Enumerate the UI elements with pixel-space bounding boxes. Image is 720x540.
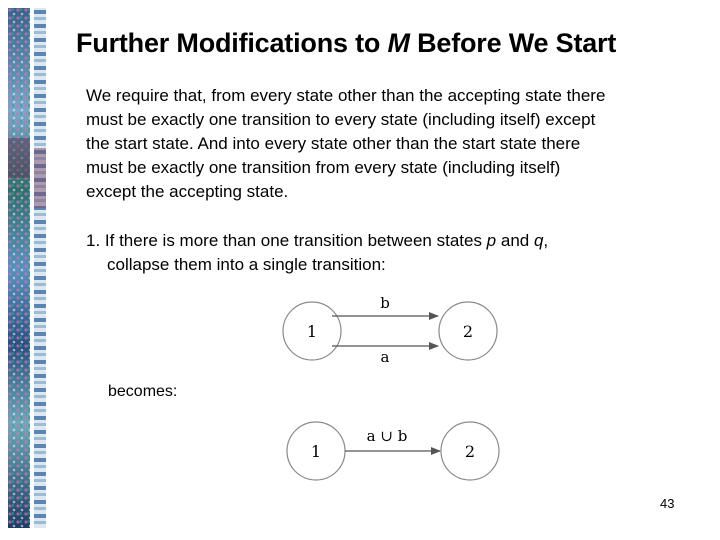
transition-label-union: a ∪ b — [366, 427, 408, 445]
state-label-2: 2 — [464, 442, 476, 461]
list-item-1 — [86, 229, 706, 277]
state-p: p — [486, 231, 497, 250]
sidebar-decoration — [8, 8, 46, 528]
diagram-collapsed-transition — [270, 418, 510, 488]
item-text: 1. If there is more than one transition between states — [86, 231, 487, 250]
paragraph-line: the start state. And into every state other than the start state there — [86, 134, 581, 153]
title-text-part2: Before We Start — [409, 28, 617, 58]
paragraph-line: must be exactly one transition to every state (including itself) except — [86, 110, 596, 129]
decorative-mosaic-image — [8, 8, 46, 528]
paragraph-line: We require that, from every state other than the accepting state there — [86, 86, 606, 105]
transition-label-a: a — [380, 348, 390, 366]
transition-label-b: b — [380, 294, 390, 312]
diagram-multiple-transitions — [270, 288, 510, 368]
title-variable-m: M — [387, 28, 410, 58]
slide-title — [76, 28, 616, 59]
state-q: q — [533, 231, 544, 250]
state-label-1: 1 — [306, 322, 318, 341]
state-label-2: 2 — [462, 322, 474, 341]
list-item-line-1 — [86, 229, 706, 253]
paragraph-line: except the accepting state. — [86, 182, 289, 201]
paragraph-line: must be exactly one transition from every state (including itself) — [86, 158, 561, 177]
page-number: 43 — [660, 496, 675, 511]
becomes-label: becomes: — [108, 383, 178, 400]
list-item-line-2: collapse them into a single transition: — [107, 255, 386, 274]
requirements-paragraph — [86, 84, 706, 204]
state-label-1: 1 — [310, 442, 322, 461]
item-text: , — [543, 231, 549, 250]
item-text: and — [496, 231, 534, 250]
title-text-part1: Further Modifications to — [76, 28, 388, 58]
